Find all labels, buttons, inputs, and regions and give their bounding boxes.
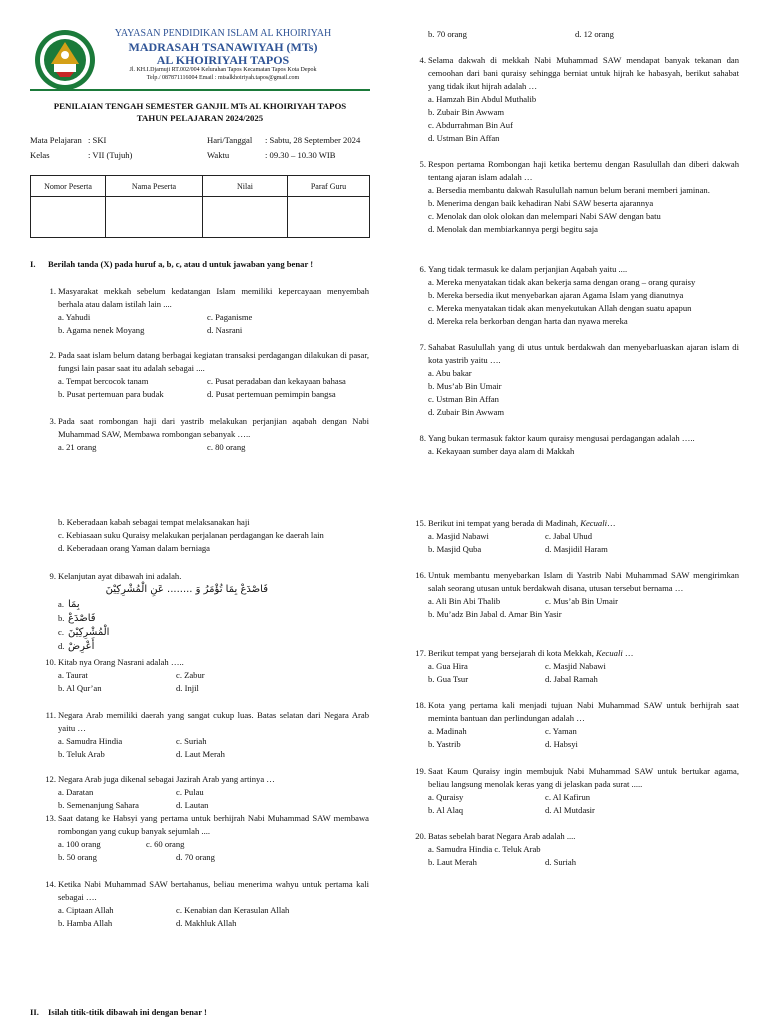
waktu-label: Waktu bbox=[207, 150, 230, 160]
question-9 bbox=[49, 570, 369, 654]
option-b[interactable]: b. Hamba Allah bbox=[58, 918, 113, 928]
question-stem: Selama dakwah di mekkah Nabi Muhammad SAW mendapat banyak tekanan dan cemoohan dari bani quraisy sehingga berniat untuk hijrah ke habasyah, berikut sahabat yang tidak ikut hijrah adalah … bbox=[428, 55, 739, 91]
question-stem: Pada saat islam belum datang berbagai kegiatan transaksi perdagangan dilakukan di pasar, fungsi lain pasar saat itu adalah sebagai .... bbox=[58, 350, 369, 373]
question-stem: Kitab nya Orang Nasrani adalah ….. bbox=[58, 657, 184, 667]
question-stem: Yang tidak termasuk ke dalam perjanjian Aqabah yaitu .... bbox=[428, 264, 628, 274]
option-a[interactable]: a. 100 orang bbox=[58, 839, 101, 849]
school-contact: Telp./ 087871116004 Email : mtsalkhoiriyah.tapos@gmail.com bbox=[146, 75, 300, 81]
question-stem: Batas sebelah barat Negara Arab adalah .... bbox=[428, 831, 576, 841]
question-16 bbox=[415, 569, 739, 621]
option-b-d[interactable]: b. Mu’adz Bin Jabal d. Amar Bin Yasir bbox=[428, 609, 562, 619]
question-stem: Saat Kaum Quraisy ingin membujuk Nabi Muhammad SAW untuk bertukar agama, beliau langsung menolak keras yang di jelaskan pada surat ..... bbox=[428, 766, 739, 789]
school-name: MADRASAH TSANAWIYAH (MTs) bbox=[128, 40, 318, 54]
option-d[interactable]: d. Lautan bbox=[176, 800, 209, 810]
option-a[interactable]: a. Mereka menyatakan tidak akan bekerja sama dengan orang – orang quraisy bbox=[428, 277, 696, 287]
question-number: 12. bbox=[45, 774, 56, 784]
question-number: 10. bbox=[45, 657, 56, 667]
option-c[interactable]: c. 80 orang bbox=[207, 442, 246, 452]
option-c[interactable]: c. Jabal Uhud bbox=[545, 531, 593, 541]
option-d[interactable]: d. Al Mutdasir bbox=[545, 805, 595, 815]
option-a[interactable]: a. Gua Hira bbox=[428, 661, 468, 671]
option-b-label[interactable]: b. bbox=[58, 613, 65, 623]
section-1-number: I. bbox=[30, 259, 36, 269]
question-stem: Negara Arab memiliki daerah yang sangat cukup luas. Batas selatan dari Negara Arab yaitu … bbox=[58, 710, 369, 733]
stem-part: Berikut ini tempat yang berada di Madinah, bbox=[428, 518, 581, 528]
col-paraf-guru: Paraf Guru bbox=[288, 176, 370, 197]
question-number: 15. bbox=[415, 518, 426, 528]
option-a[interactable]: a. Masjid Nabawi bbox=[428, 531, 489, 541]
mapel-value: : SKI bbox=[88, 135, 107, 145]
option-a[interactable]: a. Madinah bbox=[428, 726, 467, 736]
question-number: 14. bbox=[45, 879, 56, 889]
question-stem: Sahabat Rasulullah yang di utus untuk berdakwah dan menyebarluaskan ajaran islam di kota yastrib yaitu …. bbox=[428, 342, 739, 365]
option-d[interactable]: d. Laut Merah bbox=[176, 749, 225, 759]
mapel-label: Mata Pelajaran bbox=[30, 135, 82, 145]
option-a[interactable]: a. Samudra Hindia bbox=[58, 736, 123, 746]
question-number: 2. bbox=[49, 350, 56, 360]
option-d[interactable]: d. Jabal Ramah bbox=[545, 674, 598, 684]
option-d[interactable]: d. Habsyi bbox=[545, 739, 578, 749]
option-c[interactable]: c. Abdurrahman Bin Auf bbox=[428, 120, 513, 130]
question-8-continued bbox=[58, 516, 369, 555]
cell-paraf-guru[interactable] bbox=[288, 197, 370, 238]
option-c[interactable]: c. Kenabian dan Kerasulan Allah bbox=[176, 905, 290, 915]
option-a[interactable]: a. Hamzah Bin Abdul Muthalib bbox=[428, 94, 537, 104]
option-a[interactable]: a. Tempat bercocok tanam bbox=[58, 376, 149, 386]
hari-value: : Sabtu, 28 September 2024 bbox=[265, 135, 361, 145]
option-a[interactable]: a. Abu bakar bbox=[428, 368, 472, 378]
question-number: 16. bbox=[415, 570, 426, 580]
question-7 bbox=[419, 341, 739, 419]
option-b[interactable]: b. Menerima dengan baik kehadiran Nabi SAW beserta ajarannya bbox=[428, 198, 654, 208]
option-c-arabic[interactable]: الْمُشْرِكِيْنَ bbox=[68, 627, 110, 638]
question-stem: Respon pertama Rombongan haji ketika bertemu dengan Rasulullah dan diberi dakwah tentang ajaran islam adalah … bbox=[428, 159, 739, 182]
cell-nilai[interactable] bbox=[203, 197, 288, 238]
option-b[interactable]: b. 70 orang bbox=[428, 29, 467, 39]
option-a[interactable]: a. Quraisy bbox=[428, 792, 464, 802]
col-nama-peserta: Nama Peserta bbox=[106, 176, 203, 197]
option-a-arabic[interactable]: بِمَا bbox=[68, 599, 80, 610]
question-stem bbox=[428, 517, 739, 530]
stem-part: … bbox=[622, 648, 634, 658]
option-b[interactable]: b. Teluk Arab bbox=[58, 749, 105, 759]
question-13 bbox=[45, 812, 369, 864]
option-b[interactable]: b. Masjid Quba bbox=[428, 544, 482, 554]
question-4 bbox=[419, 54, 739, 145]
school-address: Jl. KH.I.Djarnuji RT.002/004 Kelurahan Tapos Kecamatan Tapos Kota Depok bbox=[129, 67, 317, 73]
hari-label: Hari/Tanggal bbox=[207, 135, 253, 145]
exam-year: TAHUN PELAJARAN 2024/2025 bbox=[136, 113, 264, 123]
question-number: 20. bbox=[415, 831, 426, 841]
question-number: 3. bbox=[49, 416, 56, 426]
option-d[interactable]: d. Injil bbox=[176, 683, 199, 693]
question-stem: Pada saat rombongan haji dari yastrib melakukan perjanjian aqabah dengan Nabi Muhammad SAW, Membawa rombongan sebanyak ….. bbox=[58, 416, 369, 439]
option-c[interactable]: c. 60 orang bbox=[146, 839, 185, 849]
waktu-value: : 09.30 – 10.30 WIB bbox=[265, 150, 336, 160]
question-stem: Masyarakat mekkah sebelum kedatangan Islam memiliki kepercayaan menyembah berhala atau dalam istilah lain .... bbox=[58, 286, 369, 309]
question-17 bbox=[415, 647, 739, 686]
option-d[interactable]: d. 70 orang bbox=[176, 852, 215, 862]
option-c[interactable]: c. Kebiasaan suku Quraisy melakukan perjalanan perdagangan ke daerah lain bbox=[58, 530, 324, 540]
question-number: 6. bbox=[419, 264, 426, 274]
option-c[interactable]: c. Masjid Nabawi bbox=[545, 661, 606, 671]
section-1-instruction: Berilah tanda (X) pada huruf a, b, c, atau d untuk jawaban yang benar ! bbox=[48, 259, 314, 269]
option-d[interactable]: d. Menolak dan membiarkannya pergi begitu saja bbox=[428, 224, 598, 234]
question-20 bbox=[415, 830, 739, 869]
stem-emphasis: Kecuali bbox=[596, 648, 623, 658]
option-b[interactable]: b. Gua Tsur bbox=[428, 674, 469, 684]
option-c[interactable]: c. Suriah bbox=[176, 736, 207, 746]
stem-part: Berikut tempat yang bersejarah di kota Mekkah, bbox=[428, 648, 597, 658]
question-10 bbox=[45, 656, 369, 695]
exam-title: PENILAIAN TENGAH SEMESTER GANJIL MTs AL KHOIRIYAH TAPOS bbox=[53, 101, 347, 111]
option-d[interactable]: d. Masjidil Haram bbox=[545, 544, 608, 554]
section-2-instruction: Isilah titik-titik dibawah ini dengan benar ! bbox=[48, 1007, 207, 1017]
option-c[interactable]: c. Mereka menyatakan tidak akan menyekutukan Allah dengan suatu apapun bbox=[428, 303, 692, 313]
question-stem: Negara Arab juga dikenal sebagai Jazirah Arab yang artinya … bbox=[58, 774, 275, 784]
option-b[interactable]: b. Yastrib bbox=[428, 739, 461, 749]
option-d[interactable]: d. Makhluk Allah bbox=[176, 918, 237, 928]
option-b[interactable]: b. 50 orang bbox=[58, 852, 97, 862]
option-d[interactable]: d. Zubair Bin Awwam bbox=[428, 407, 505, 417]
option-c[interactable]: c. Al Kafirun bbox=[545, 792, 591, 802]
option-c[interactable]: c. Ustman Bin Affan bbox=[428, 394, 499, 404]
option-b[interactable]: b. Zubair Bin Awwam bbox=[428, 107, 505, 117]
option-b[interactable]: b. Al Alaq bbox=[428, 805, 464, 815]
option-d[interactable]: d. Suriah bbox=[545, 857, 577, 867]
option-b[interactable]: b. Pusat pertemuan para budak bbox=[58, 389, 164, 399]
question-number: 4. bbox=[419, 55, 426, 65]
question-stem: Kota yang pertama kali menjadi tujuan Nabi Muhammad SAW untuk berhijrah saat meminta bantuan dan perlindungan adalah … bbox=[428, 700, 739, 723]
question-number: 13. bbox=[45, 813, 56, 823]
option-c[interactable]: c. Mus’ab Bin Umair bbox=[545, 596, 619, 606]
option-d[interactable]: d. Mereka rela berkorban dengan harta dan nyawa mereka bbox=[428, 316, 628, 326]
option-a[interactable]: a. Ciptaan Allah bbox=[58, 905, 114, 915]
question-stem: Yang bukan termasuk faktor kaum quraisy mengusai perdagangan adalah ….. bbox=[428, 433, 695, 443]
question-number: 1. bbox=[49, 286, 56, 296]
question-number: 9. bbox=[49, 571, 56, 581]
question-number: 7. bbox=[419, 342, 426, 352]
option-a[interactable]: a. Taurat bbox=[58, 670, 88, 680]
question-stem: Untuk membantu menyebarkan Islam di Yastrib Nabi Muhammad SAW mengirimkan salah seorang utusan untuk berdakwah disana, utusan tersebut bernama … bbox=[428, 570, 739, 593]
option-d[interactable]: d. Nasrani bbox=[207, 325, 243, 335]
option-b[interactable]: b. Laut Merah bbox=[428, 857, 477, 867]
question-19 bbox=[415, 765, 739, 817]
foundation-name: YAYASAN PENDIDIKAN ISLAM AL KHOIRIYAH bbox=[114, 28, 332, 39]
question-2 bbox=[49, 349, 369, 401]
question-number: 8. bbox=[419, 433, 426, 443]
question-12 bbox=[45, 773, 369, 812]
question-number: 19. bbox=[415, 766, 426, 776]
kelas-label: Kelas bbox=[30, 150, 50, 160]
option-d[interactable]: d. Keberadaan orang Yaman dalam berniaga bbox=[58, 543, 211, 553]
col-nilai: Nilai bbox=[203, 176, 288, 197]
question-number: 11. bbox=[45, 710, 56, 720]
option-a-c[interactable]: a. Samudra Hindia c. Teluk Arab bbox=[428, 844, 541, 854]
option-c[interactable]: c. Zabur bbox=[176, 670, 205, 680]
option-b[interactable]: b. Keberadaan kabah sebagai tempat melaksanakan haji bbox=[58, 517, 250, 527]
question-5 bbox=[419, 158, 739, 236]
cell-nomor-peserta[interactable] bbox=[31, 197, 106, 238]
school-name-2: AL KHOIRIYAH TAPOS bbox=[156, 53, 290, 67]
option-a[interactable]: a. 21 orang bbox=[58, 442, 97, 452]
question-15 bbox=[415, 517, 739, 556]
kelas-value: : VII (Tujuh) bbox=[88, 150, 133, 160]
option-c[interactable]: c. Menolak dan olok olokan dan melempari Nabi SAW dengan batu bbox=[428, 211, 661, 221]
option-a-label[interactable]: a. bbox=[58, 599, 64, 609]
stem-part: … bbox=[607, 518, 616, 528]
option-a[interactable]: a. Bersedia membantu dakwah Rasulullah namun belum berani memberi jaminan. bbox=[428, 185, 710, 195]
option-b[interactable]: b. Semenanjung Sahara bbox=[58, 800, 139, 810]
option-a[interactable]: a. Yahudi bbox=[58, 312, 91, 322]
question-1 bbox=[49, 285, 369, 337]
question-number: 18. bbox=[415, 700, 426, 710]
option-a[interactable]: a. Kekayaan sumber daya alam di Makkah bbox=[428, 446, 575, 456]
option-a[interactable]: a. Daratan bbox=[58, 787, 94, 797]
question-stem bbox=[428, 647, 739, 660]
question-number: 5. bbox=[419, 159, 426, 169]
option-b[interactable]: b. Mereka bersedia ikut menyebarkan ajaran Agama Islam yang dianutnya bbox=[428, 290, 684, 300]
option-b[interactable]: b. Al Qur’an bbox=[58, 683, 102, 693]
question-3-continued bbox=[428, 28, 739, 41]
option-b[interactable]: b. Agama nenek Moyang bbox=[58, 325, 145, 335]
question-stem: Kelanjutan ayat dibawah ini adalah. bbox=[58, 571, 182, 581]
question-6 bbox=[419, 263, 739, 328]
option-d[interactable]: d. Ustman Bin Affan bbox=[428, 133, 500, 143]
question-stem: Ketika Nabi Muhammad SAW bertahanus, beliau menerima wahyu untuk pertama kali sebagai …. bbox=[58, 879, 369, 902]
participant-table bbox=[30, 175, 370, 238]
question-14 bbox=[45, 878, 369, 930]
option-c[interactable]: c. Yaman bbox=[545, 726, 577, 736]
stem-emphasis: Kecuali bbox=[580, 518, 607, 528]
question-18 bbox=[415, 699, 739, 751]
question-stem: Saat datang ke Habsyi yang pertama untuk berhijrah Nabi Muhammad SAW membawa rombongan yang cukup banyak sejumlah .... bbox=[58, 813, 369, 836]
header-divider bbox=[30, 89, 370, 91]
cell-nama-peserta[interactable] bbox=[106, 197, 203, 238]
option-c[interactable]: c. Pulau bbox=[176, 787, 204, 797]
col-nomor-peserta: Nomor Peserta bbox=[31, 176, 106, 197]
option-a[interactable]: a. Ali Bin Abi Thalib bbox=[428, 596, 501, 606]
option-c[interactable]: c. Paganisme bbox=[207, 312, 253, 322]
question-11 bbox=[45, 709, 369, 761]
option-d-arabic[interactable]: أَعْرِضْ bbox=[68, 641, 95, 652]
school-logo bbox=[34, 29, 96, 91]
option-c[interactable]: c. Pusat peradaban dan kekayaan bahasa bbox=[207, 376, 346, 386]
arabic-verse: فَاصْدَعْ بِمَا تُؤْمَرُ وَ ........ عَنِ الْمُشْرِكِيْنَ bbox=[105, 584, 268, 595]
option-d[interactable]: d. Pusat pertemuan pemimpin bangsa bbox=[207, 389, 336, 399]
option-b[interactable]: b. Mus’ab Bin Umair bbox=[428, 381, 502, 391]
section-2-number: II. bbox=[30, 1007, 39, 1017]
option-b-arabic[interactable]: فَاصْدَعْ bbox=[68, 613, 96, 624]
option-c-label[interactable]: c. bbox=[58, 627, 64, 637]
option-d[interactable]: d. 12 orang bbox=[575, 29, 614, 39]
question-3 bbox=[49, 415, 369, 454]
option-d-label[interactable]: d. bbox=[58, 641, 65, 651]
question-8 bbox=[419, 432, 739, 458]
question-number: 17. bbox=[415, 648, 426, 658]
